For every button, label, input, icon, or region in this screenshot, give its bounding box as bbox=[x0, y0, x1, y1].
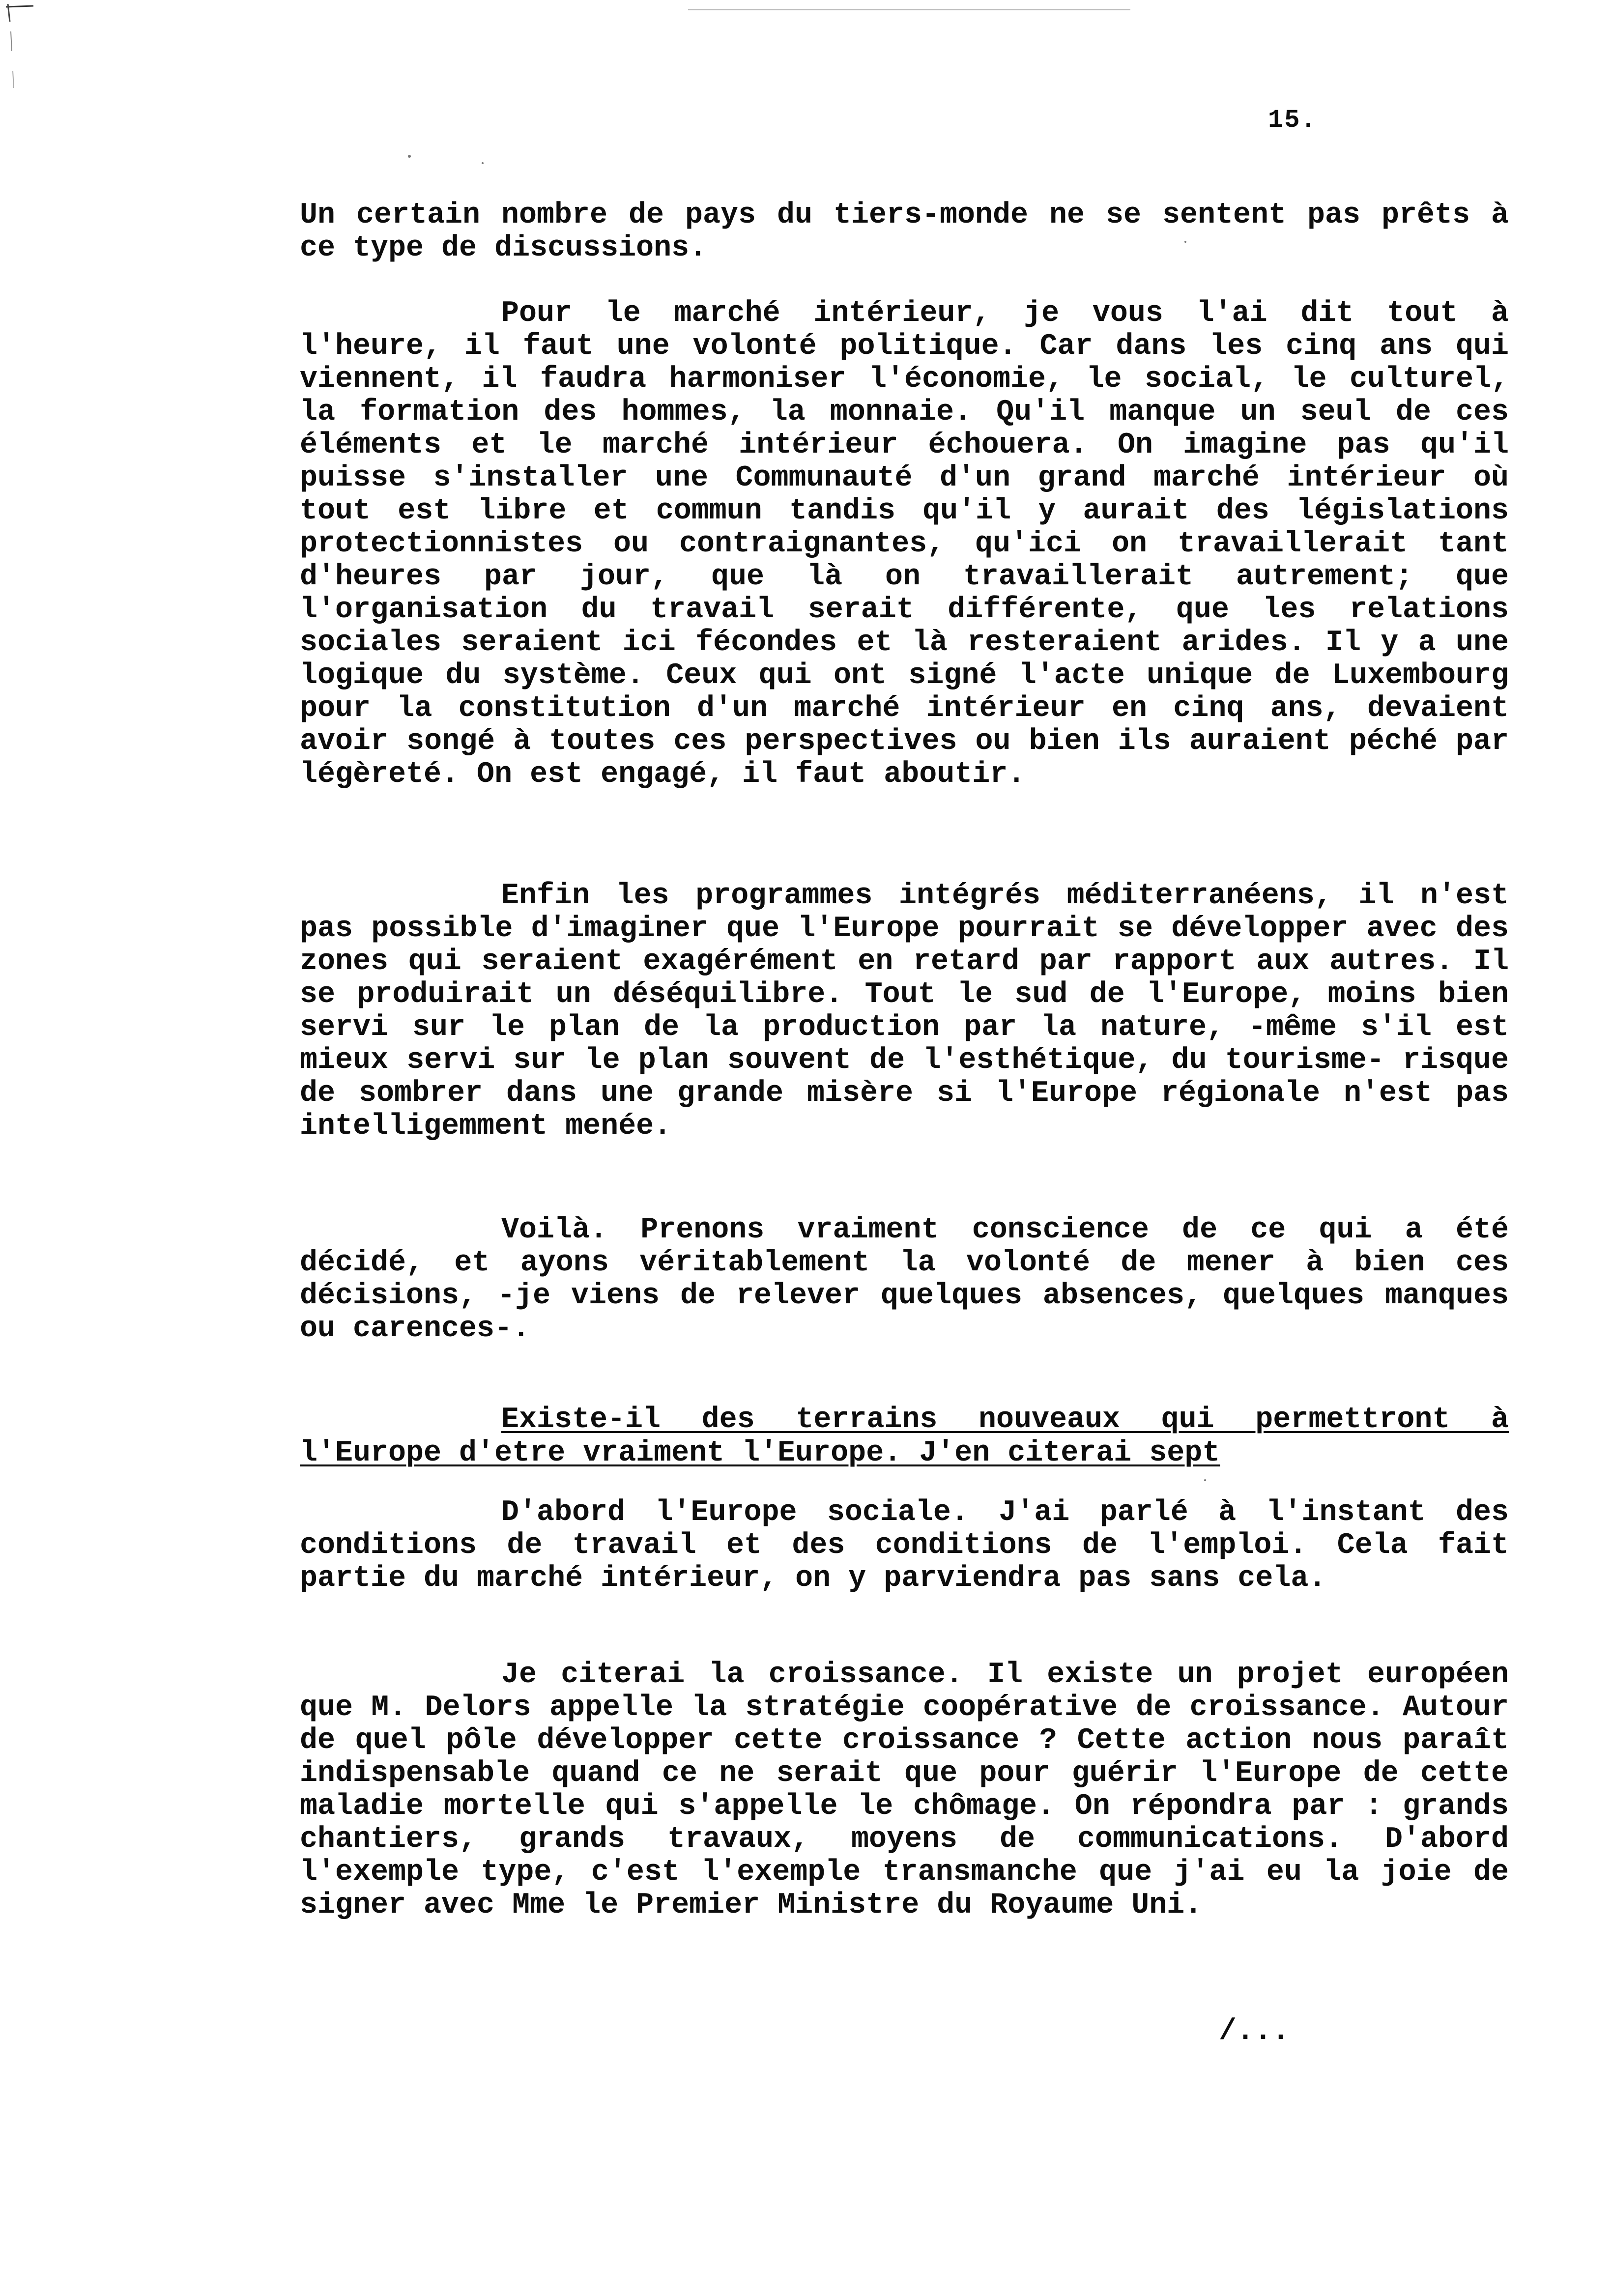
scan-speck bbox=[408, 155, 411, 158]
section-heading: Existe-il des terrains nouveaux qui permettront à l'Europe d'etre vraiment l'Europe. J'en citerai sept bbox=[300, 1403, 1509, 1470]
page-number: 15. bbox=[1268, 106, 1317, 135]
paragraph-europe-sociale: D'abord l'Europe sociale. J'ai parlé à l'instant des conditions de travail et des conditions de l'emploi. Cela fait partie du marché intérieur, on y parviendra pas sans cela. bbox=[300, 1496, 1509, 1595]
paragraph-programmes-mediterraneens: Enfin les programmes intégrés méditerranéens, il n'est pas possible d'imaginer que l'Europe pourrait se développer avec des zones qui seraient exagérément en retard par rapport aux autres. Il se produirait un déséquilibre. Tout le sud de l'Europe, moins bien servi sur le plan de la production par la nature, -même s'il est mieux servi sur le plan souvent de l'esthétique, du tourisme- risque de sombrer dans une grande misère si l'Europe régionale n'est pas intelligemment menée. bbox=[300, 879, 1509, 1143]
paragraph-tiers-monde: Un certain nombre de pays du tiers-monde ne se sentent pas prêts à ce type de discussions. bbox=[300, 199, 1509, 265]
scan-speck bbox=[482, 162, 484, 164]
continuation-mark: /... bbox=[1219, 2015, 1290, 2048]
corner-scan-mark bbox=[4, 2, 43, 100]
top-scan-rule bbox=[688, 9, 1130, 10]
paragraph-voila: Voilà. Prenons vraiment conscience de ce qui a été décidé, et ayons véritablement la volonté de mener à bien ces décisions, -je viens de relever quelques absences, quelques manques ou carences-. bbox=[300, 1213, 1509, 1346]
scan-speck bbox=[1204, 1479, 1206, 1481]
paragraph-croissance: Je citerai la croissance. Il existe un projet européen que M. Delors appelle la stratégie coopérative de croissance. Autour de quel pôle développer cette croissance ? Cette action nous paraît indispensable quand ce ne serait que pour guérir l'Europe de cette maladie mortelle qui s'appelle le chômage. On répondra par : grands chantiers, grands travaux, moyens de communications. D'abord l'exemple type, c'est l'exemple transmanche que j'ai eu la joie de signer avec Mme le Premier Ministre du Royaume Uni. bbox=[300, 1658, 1509, 1922]
paragraph-marche-interieur: Pour le marché intérieur, je vous l'ai dit tout à l'heure, il faut une volonté politique. Car dans les cinq ans qui viennent, il faudra harmoniser l'économie, le social, le culturel, la formation des hommes, la monnaie. Qu'il manque un seul de ces éléments et le marché intérieur échouera. On imagine pas qu'il puisse s'installer une Communauté d'un grand marché intérieur où tout est libre et commun tandis qu'il y aurait des législations protectionnistes ou contraignantes, qu'ici on travaillerait tant d'heures par jour, que là on travaillerait autrement; que l'organisation du travail serait différente, que les relations sociales seraient ici fécondes et là resteraient arides. Il y a une logique du système. Ceux qui ont signé l'acte unique de Luxembourg pour la constitution d'un marché intérieur en cinq ans, devaient avoir songé à toutes ces perspectives ou bien ils auraient péché par légèreté. On est engagé, il faut aboutir. bbox=[300, 297, 1509, 791]
